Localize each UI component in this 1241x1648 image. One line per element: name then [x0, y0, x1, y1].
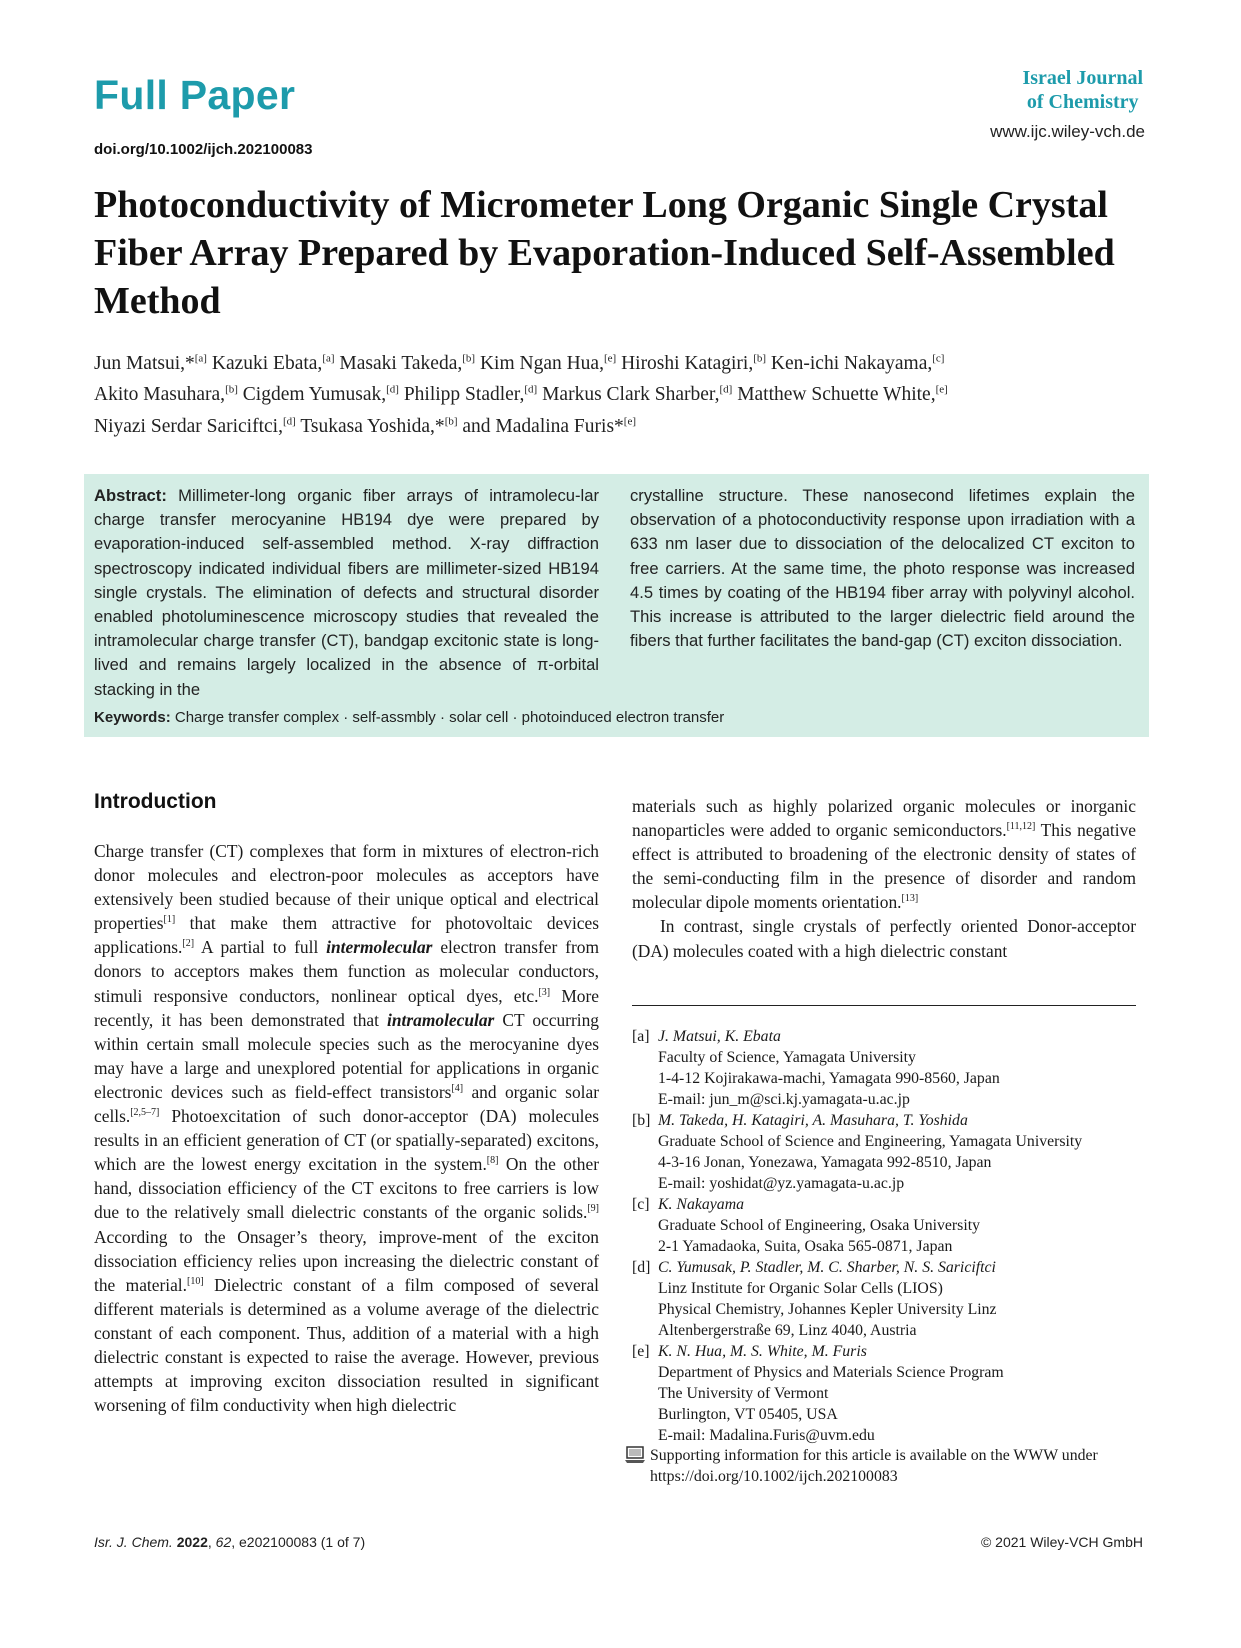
section-label: Full Paper — [94, 72, 296, 118]
citation[interactable]: [8] — [486, 1155, 499, 1167]
affiliation-b: [b] M. Takeda, H. Katagiri, A. Masuhara, T. Yoshida — [632, 1112, 968, 1129]
keywords — [94, 709, 724, 726]
author: Akito Masuhara,[b] — [94, 383, 238, 405]
affiliation-c: [c] K. Nakayama — [632, 1196, 744, 1213]
paragraph: In contrast, single crystals of perfectly oriented Donor-acceptor (DA) molecules coated with a high dielectric constant — [632, 916, 1136, 961]
footnote-divider — [632, 1005, 1136, 1006]
citation[interactable]: [4] — [451, 1083, 464, 1095]
copyright: © 2021 Wiley-VCH GmbH — [980, 1534, 1143, 1550]
author: Jun Matsui,*[a] — [94, 352, 207, 374]
email-link[interactable]: E-mail: Madalina.Furis@uvm.edu — [658, 1427, 875, 1444]
citation[interactable]: [3] — [538, 986, 551, 998]
citation[interactable]: [13] — [901, 893, 919, 905]
keywords-list: Charge transfer complex · self-assmbly · solar cell · photoinduced electron transfer — [174, 709, 725, 726]
citation[interactable]: [9] — [587, 1203, 599, 1215]
paper-title: Photoconductivity of Micrometer Long Organic Single Crystal Fiber Array Prepared by Evaporation-Induced Self-Assembled Method — [94, 184, 1115, 322]
page-footer-citation: Isr. J. Chem. 2022, 62, e202100083 (1 of 7) — [94, 1534, 366, 1550]
journal-logo — [1022, 66, 1143, 114]
citation[interactable]: [2] — [182, 938, 195, 950]
author: Hiroshi Katagiri,[b] — [621, 352, 767, 374]
author: Tsukasa Yoshida,*[b] — [300, 415, 458, 437]
body-column-left — [94, 839, 599, 1417]
journal-name-line2: of Chemistry — [1026, 91, 1139, 113]
citation[interactable]: [2,5–7] — [130, 1107, 160, 1119]
citation[interactable]: [11,12] — [1006, 821, 1036, 833]
author: and Madalina Furis*[e] — [462, 415, 636, 437]
email-link[interactable]: E-mail: yoshidat@yz.yamagata-u.ac.jp — [658, 1175, 905, 1192]
author: Cigdem Yumusak,[d] — [242, 383, 399, 405]
section-heading-introduction: Introduction — [94, 790, 217, 813]
abstract-label: Abstract: — [94, 486, 167, 505]
paragraph: Charge transfer (CT) complexes that form in mixtures of electron-rich donor molecules and electron-poor molecules as acceptors have extensively been studied because of their unique optical and electrical properties[1] that make them attractive for photovoltaic devices applications.[2] A partial to full intermolecular electron transfer from donors to acceptors makes them function as molecular conductors, stimuli responsive conductors, nonlinear optical dyes, etc.[3] More recently, it has been demonstrated that intramolecular CT occurring within certain small molecule species such as the merocyanine dyes may have a large and unexplored potential for applications in organic electronic devices such as field-effect transistors[4] and organic solar cells.[2,5–7] Photoexcitation of such donor-acceptor (DA) molecules results in an efficient generation of CT (or spatially-separated) excitons, which are the lowest energy excitation in the system.[8] On the other hand, dissociation efficiency of the CT excitons to free carriers is low due to the relatively small dielectric constants of the organic solids.[9] According to the Onsager’s theory, improve-ment of the exciton dissociation efficiency relies upon increasing the dielectric constant of the material.[10] Dielectric constant of a film composed of several different materials is determined as a volume average of the dielectric constant of each component. Thus, addition of a material with a high dielectric constant is expected to raise the average. However, previous attempts at improving exciton dissociation resulted in significant worsening of film conductivity when high dielectric — [94, 841, 600, 1416]
supporting-information-text[interactable]: Supporting information for this article is available on the WWW under https://doi.org/10.1002/ijch.202100083 — [650, 1447, 1098, 1485]
citation[interactable]: [10] — [187, 1275, 204, 1287]
author: Markus Clark Sharber,[d] — [542, 383, 733, 405]
affiliation-e: [e] K. N. Hua, M. S. White, M. Furis — [632, 1343, 867, 1360]
author: Philipp Stadler,[d] — [403, 383, 538, 405]
author-list — [94, 345, 1154, 440]
citation[interactable]: [1] — [163, 914, 176, 926]
author: Ken-ichi Nakayama,[c] — [770, 352, 945, 374]
supporting-information — [624, 1445, 1144, 1487]
author: Kazuki Ebata,[a] — [211, 352, 335, 374]
journal-website-link[interactable]: www.ijc.wiley-vch.de — [990, 122, 1145, 141]
body-column-right — [632, 794, 1136, 963]
affiliation-a: [a] J. Matsui, K. Ebata — [632, 1028, 781, 1045]
author: Matthew Schuette White,[e] — [737, 383, 948, 405]
email-link[interactable]: E-mail: jun_m@sci.kj.yamagata-u.ac.jp — [658, 1091, 910, 1108]
author: Masaki Takeda,[b] — [339, 352, 476, 374]
journal-name-line1: Israel Journal — [1022, 67, 1143, 89]
author: Niyazi Serdar Sariciftci,[d] — [94, 415, 296, 437]
affiliation-d: [d] C. Yumusak, P. Stadler, M. C. Sharber, N. S. Sariciftci — [632, 1259, 996, 1276]
affiliations: [a] J. Matsui, K. Ebata Faculty of Science, Yamagata University 1-4-12 Kojirakawa-machi, Yamagata 990-8560, Japan E-mail: jun_m@sci.kj.yamagata-u.ac.jp [b] M. Takeda, H. Katagiri, A. Masuhara, T. Yoshida Graduate School of Science and Engineering, Yamagata University 4-3-16 Jonan, Yonezawa, Yamagata 992-8510, Japan E-mail: yoshidat@yz.yamagata-u.ac.jp [c] K. Nakayama Graduate School of Engineering, Osaka University 2-1 Yamadaoka, Suita, Osaka 565-0871, Japan [d] C. Yumusak, P. Stadler, M. C. Sharber, N. S. Sariciftci Linz Institute for Organic Solar Cells (LIOS) Physical Chemistry, Johannes Kepler University Linz Altenbergerstraße 69, Linz 4040, Austria [e] K. N. Hua, M. S. White, M. Furis Department of Physics and Materials Science Program The University of Vermont Burlington, VT 05405, USA E-mail: Madalina.Furis@uvm.edu — [632, 1026, 1142, 1446]
paragraph: materials such as highly polarized organic molecules or inorganic nanoparticles were added to organic semiconductors.[11,12] This negative effect is attributed to broadening of the electronic density of states of the semi-conducting film in the presence of disorder and random molecular dipole moments orientation.[13] — [632, 796, 1136, 913]
keywords-label: Keywords: — [94, 709, 171, 726]
abstract-text-right: crystalline structure. These nanosecond lifetimes explain the observation of a photoconductivity response upon irradiation with a 633 nm laser due to dissociation of the delocalized CT exciton to free carriers. At the same time, the photo response was increased 4.5 times by coating of the HB194 fiber array with polyvinyl alcohol. This increase is attributed to the larger dielectric field around the fibers that further facilitates the band-gap (CT) exciton dissociation. — [630, 486, 1135, 651]
author: Kim Ngan Hua,[e] — [479, 352, 617, 374]
abstract-text-left: Abstract: Millimeter-long organic fiber arrays of intramolecu-lar charge transfer merocyanine HB194 dye were prepared by evaporation-induced self-assembled method. X-ray diffraction spectroscopy indicated individual fibers are millimeter-sized HB194 single crystals. The elimination of defects and structural disorder enabled photoluminescence microscopy studies that revealed the intramolecular charge transfer (CT), bandgap excitonic state is long-lived and remains largely localized in the absence of π-orbital stacking in the — [94, 486, 599, 699]
doi-link[interactable]: doi.org/10.1002/ijch.202100083 — [94, 141, 313, 158]
laptop-icon — [624, 1445, 650, 1487]
